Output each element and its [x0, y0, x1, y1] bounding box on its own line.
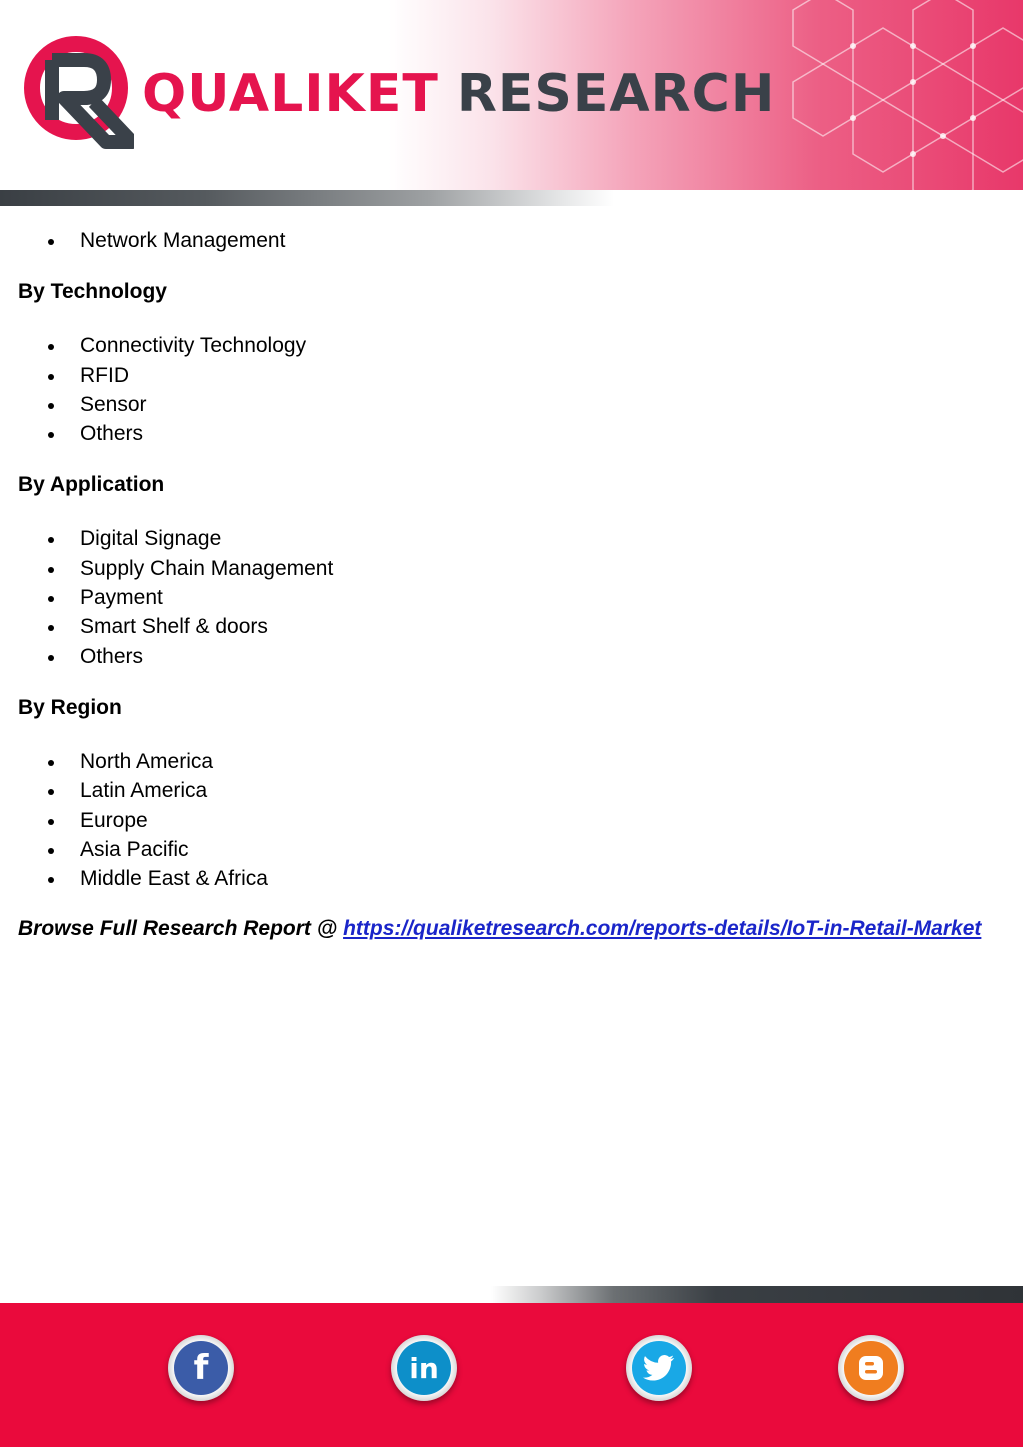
list-item: Others	[18, 419, 1008, 448]
application-list	[18, 524, 1008, 670]
qualiket-logo-icon	[22, 34, 134, 150]
list-item: Payment	[18, 583, 1008, 612]
report-link[interactable]: https://qualiketresearch.com/reports-details/IoT-in-Retail-Market	[343, 917, 982, 941]
list-item: Smart Shelf & doors	[18, 612, 1008, 641]
brand-secondary-text: RESEARCH	[456, 64, 776, 124]
list-item: Digital Signage	[18, 524, 1008, 553]
facebook-button[interactable]	[168, 1335, 234, 1401]
list-item: RFID	[18, 361, 1008, 390]
top-list	[18, 226, 1008, 255]
list-item: Network Management	[18, 226, 1008, 255]
section-title-application: By Application	[18, 473, 165, 497]
list-item: Europe	[18, 806, 1008, 835]
browse-label: Browse Full Research Report @	[18, 917, 344, 941]
twitter-icon	[632, 1341, 686, 1395]
blogger-icon	[844, 1341, 898, 1395]
blogger-button[interactable]	[838, 1335, 904, 1401]
linkedin-icon: in	[397, 1341, 451, 1395]
header-divider-bar	[0, 190, 1023, 206]
list-item: Sensor	[18, 390, 1008, 419]
list-item: Asia Pacific	[18, 835, 1008, 864]
page-header	[0, 0, 1023, 190]
document-body	[18, 226, 1008, 941]
list-item: Middle East & Africa	[18, 864, 1008, 893]
browse-report-line	[18, 917, 1008, 941]
list-item: Supply Chain Management	[18, 554, 1008, 583]
linkedin-button[interactable]	[391, 1335, 457, 1401]
twitter-button[interactable]	[626, 1335, 692, 1401]
page-footer	[0, 1303, 1023, 1447]
facebook-icon: f	[174, 1341, 228, 1395]
technology-list	[18, 331, 1008, 448]
section-title-region: By Region	[18, 695, 122, 719]
footer-divider-bar	[0, 1286, 1023, 1303]
brand-wordmark	[142, 62, 775, 126]
list-item: Connectivity Technology	[18, 331, 1008, 360]
list-item: Others	[18, 642, 1008, 671]
list-item: North America	[18, 747, 1008, 776]
section-title-technology: By Technology	[18, 280, 167, 304]
brand-primary-text: QUALIKET	[142, 64, 439, 124]
region-list	[18, 747, 1008, 893]
list-item: Latin America	[18, 776, 1008, 805]
